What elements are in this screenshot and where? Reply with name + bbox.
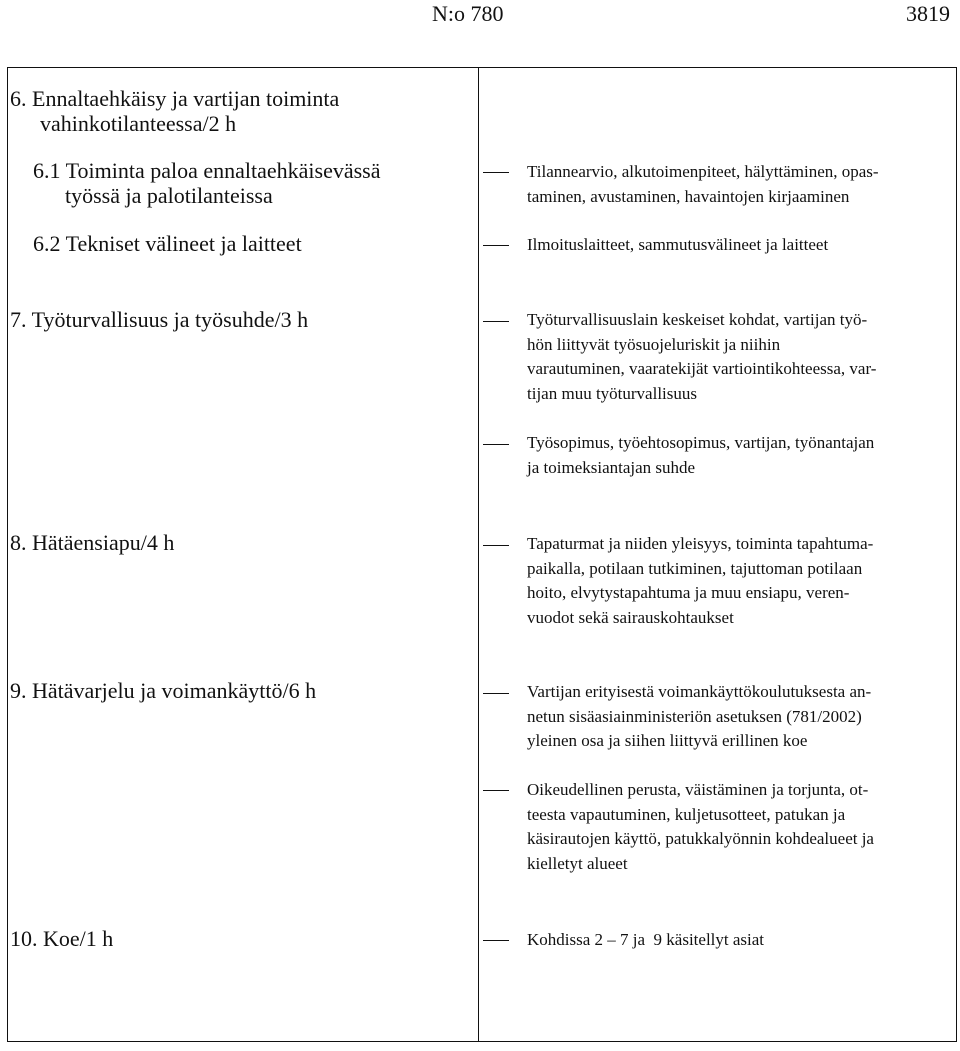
section-6-1-title — [33, 158, 381, 208]
section-7-item-2: Työsopimus, työehtosopimus, vartijan, työnantajan ja toimeksiantajan suhde — [527, 433, 875, 477]
section-6-2-item: Ilmoituslaitteet, sammutusvälineet ja laitteet — [527, 235, 829, 254]
section-6-title — [10, 86, 339, 136]
section-7-title: 7. Työturvallisuus ja työsuhde/3 h — [10, 307, 309, 332]
section-6-title-line1: 6. Ennaltaehkäisy ja vartijan toiminta — [10, 86, 340, 111]
section-9-title: 9. Hätävarjelu ja voimankäyttö/6 h — [10, 678, 317, 703]
dash-bullet — [483, 444, 509, 445]
section-6-2-title: 6.2 Tekniset välineet ja laitteet — [33, 231, 302, 256]
section-10-title: 10. Koe/1 h — [10, 926, 114, 951]
section-6-1-title-line1: 6.1 Toiminta paloa ennaltaehkäisevässä — [33, 158, 381, 183]
document-number: N:o 780 — [432, 1, 504, 26]
section-7-item-1: Työturvallisuuslain keskeiset kohdat, vartijan työ- hön liittyvät työsuojeluriskit ja niihin varautuminen, vaaratekijät vartiointikohteessa, var- tijan muu työturvallisuus — [527, 310, 877, 403]
section-6-1-item: Tilannearvio, alkutoimenpiteet, hälyttäminen, opas- taminen, avustaminen, havaintojen kirjaaminen — [527, 162, 879, 206]
column-divider — [478, 67, 479, 1042]
section-6-title-line2: vahinkotilanteessa/2 h — [40, 111, 237, 136]
dash-bullet — [483, 172, 509, 173]
dash-bullet — [483, 245, 509, 246]
section-10-item-1: Kohdissa 2 – 7 ja 9 käsitellyt asiat — [527, 930, 765, 949]
dash-bullet — [483, 790, 509, 791]
dash-bullet — [483, 321, 509, 322]
section-9-item-1: Vartijan erityisestä voimankäyttökoulutuksesta an- netun sisäasiainministeriön asetuksen (781/2002) yleinen osa ja siihen liittyvä erillinen koe — [527, 682, 872, 750]
section-8-item-1: Tapaturmat ja niiden yleisyys, toiminta tapahtuma- paikalla, potilaan tutkiminen, tajuttoman potilaan hoito, elvytystapahtuma ja muu ensiapu, veren- vuodot sekä sairauskohtaukset — [527, 534, 874, 627]
dash-bullet — [483, 940, 509, 941]
dash-bullet — [483, 545, 509, 546]
section-8-title: 8. Hätäensiapu/4 h — [10, 530, 175, 555]
section-9-item-2: Oikeudellinen perusta, väistäminen ja torjunta, ot- teesta vapautuminen, kuljetusotteet, patukan ja käsirautojen käyttö, patukkalyönnin kohdealueet ja kielletyt alueet — [527, 780, 874, 873]
dash-bullet — [483, 693, 509, 694]
section-6-1-title-line2: työssä ja palotilanteissa — [65, 183, 273, 208]
page-number: 3819 — [906, 1, 950, 26]
